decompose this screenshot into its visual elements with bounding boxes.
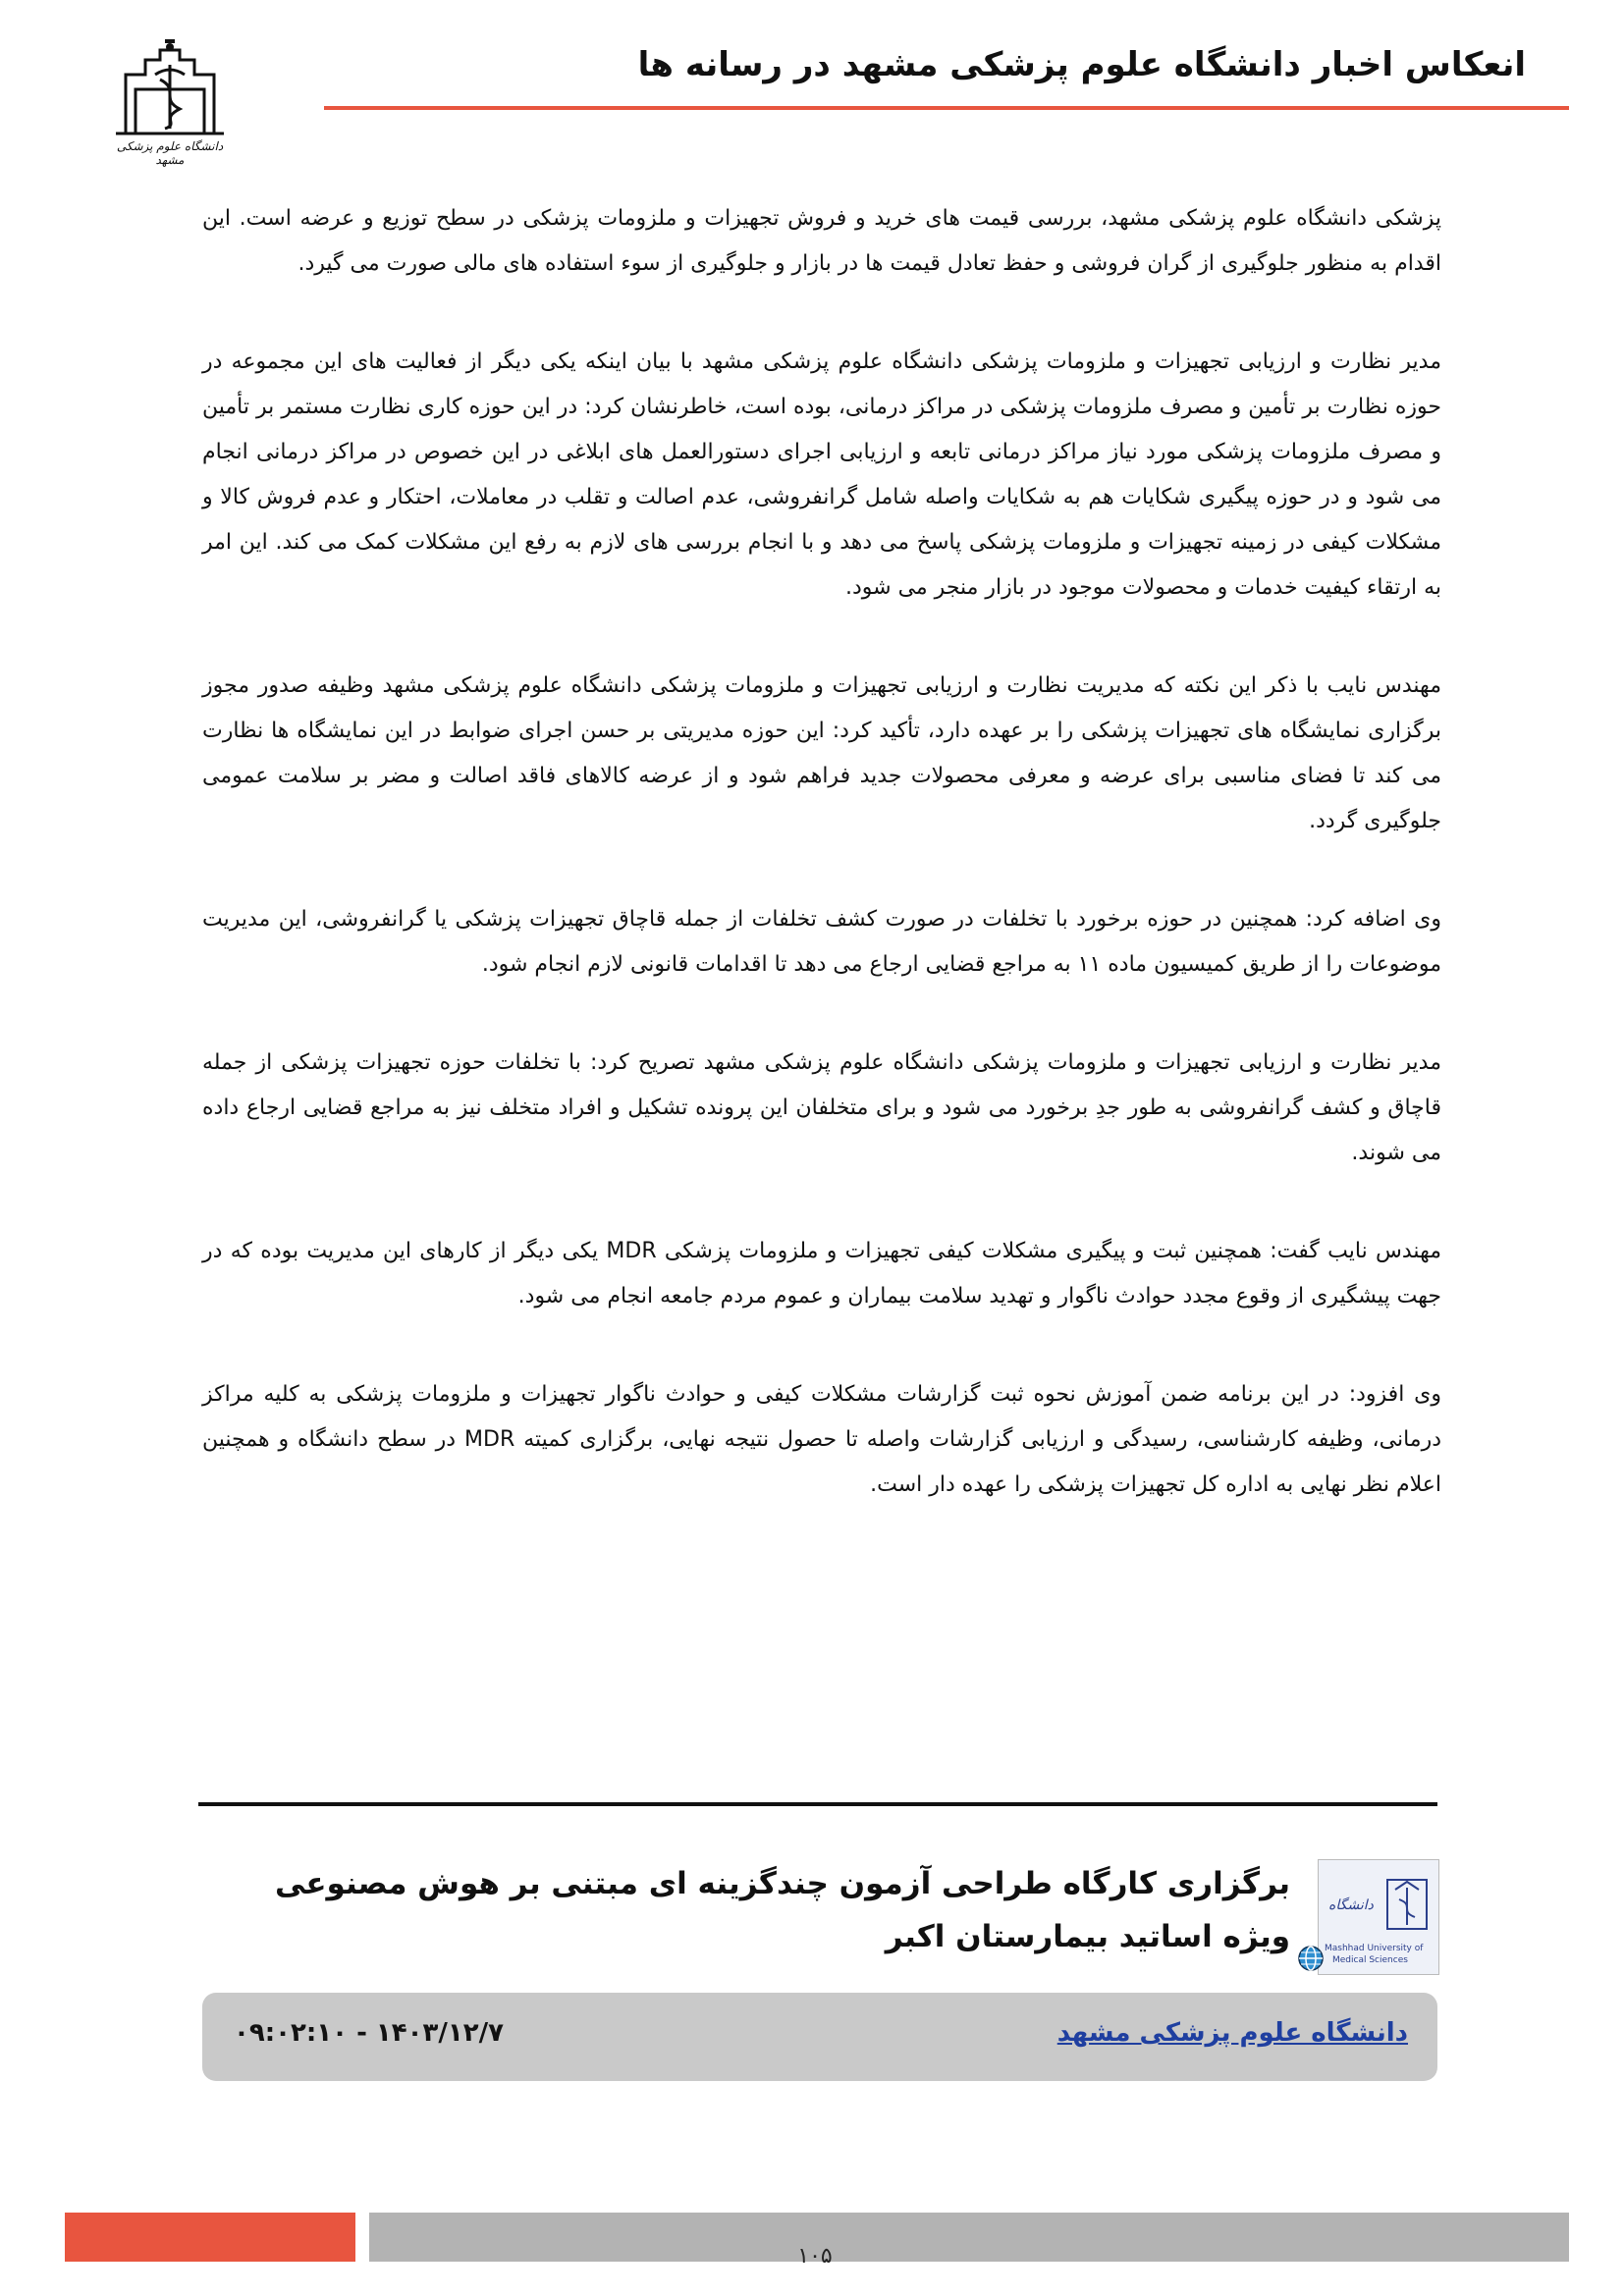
article-paragraph: وی افزود: در این برنامه ضمن آموزش نحوه ثبت گزارشات مشکلات کیفی و حوادث ناگوار تجهیزات و ملزومات پزشکی به کلیه مراکز درمانی، وظیفه کارشناسی، رسیدگی و ارزیابی گزارشات واصله تا حصول نتیجه نهایی، برگزاری کمیته MDR در سطح دانشگاه و همچنین اعلام نظر نهایی به اداره کل تجهیزات پزشکی را عهده دار است. xyxy=(202,1382,1442,1497)
svg-text:دانشگاه: دانشگاه xyxy=(1328,1897,1374,1913)
page-header-title: انعکاس اخبار دانشگاه علوم پزشکی مشهد در رسانه ها xyxy=(637,45,1526,84)
news-source-link[interactable]: دانشگاه علوم پزشکی مشهد xyxy=(1056,2018,1408,2048)
article-paragraph: مهندس نایب با ذکر این نکته که مدیریت نظارت و ارزیابی تجهیزات و ملزومات پزشکی دانشگاه علوم پزشکی مشهد وظیفه صدور مجوز برگزاری نمایشگاه های تجهیزات پزشکی را بر عهده دارد، تأکید کرد: این حوزه مدیریتی بر حسن اجرای ضوابط در این نمایشگاه ها نظارت می کند تا فضای مناسبی برای عرضه و معرفی محصولات جدید فراهم شود و از عرضه کالاهای فاقد اصالت و مضر بر سلامت عمومی جلوگیری گردد. xyxy=(202,673,1441,833)
page-number: ۱۰۵ xyxy=(797,2244,833,2269)
article-paragraph: مدیر نظارت و ارزیابی تجهیزات و ملزومات پزشکی دانشگاه علوم پزشکی مشهد با بیان اینکه یکی دیگر از فعالیت های این مجموعه در حوزه نظارت بر تأمین و مصرف ملزومات پزشکی در مراکز درمانی، بوده است، خاطرنشان کرد: در این حوزه کاری نظارت مستمر بر تأمین و مصرف ملزومات پزشکی مورد نیاز مراکز درمانی تابعه و ارزیابی اجرای دستورالعمل های ابلاغی در این خصوص در مراکز درمانی انجام می شود و در حوزه پیگیری شکایات هم به شکایات واصله شامل گرانفروشی، عدم اصالت و تقلب در معاملات، احتکار و عدم فروش کالا و مشکلات کیفی در زمینه تجهیزات و ملزومات پزشکی پاسخ می دهد و با انجام بررسی های لازم به رفع این مشکلات کمک می کند. این امر به ارتقاء کیفیت خدمات و محصولات موجود در بازار منجر می شود. xyxy=(202,349,1441,600)
news-date-time: ۱۴۰۳/۱۲/۷ - ۰۹:۰۲:۱۰ xyxy=(234,2018,504,2048)
footer-accent-bar xyxy=(65,2213,355,2262)
footer-bar xyxy=(369,2213,1569,2262)
article-body xyxy=(202,196,1441,1561)
svg-text:Medical Sciences: Medical Sciences xyxy=(1332,1955,1408,1965)
article-paragraph: مهندس نایب گفت: همچنین ثبت و پیگیری مشکلات کیفی تجهیزات و ملزومات پزشکی MDR یکی دیگر از کارهای این مدیریت بوده که در جهت پیشگیری از وقوع مجدد حوادث ناگوار و تهدید سلامت بیماران و عموم مردم جامعه انجام می شود. xyxy=(202,1239,1441,1308)
article-paragraph: مدیر نظارت و ارزیابی تجهیزات و ملزومات پزشکی دانشگاه علوم پزشکی مشهد تصریح کرد: با تخلفات حوزه تجهیزات پزشکی از جمله قاچاق و کشف گرانفروشی به طور جدِ برخورد می شود و برای متخلفان این پرونده تشکیل و افراد متخلف نیز به مراجع قضایی ارجاع داده می شوند. xyxy=(202,1050,1441,1165)
news-source-bar xyxy=(202,1993,1437,2081)
globe-icon xyxy=(1296,1944,1326,1973)
section-divider xyxy=(198,1802,1437,1806)
svg-text:Mashhad University of: Mashhad University of xyxy=(1325,1944,1424,1953)
header-accent-rule xyxy=(324,106,1569,110)
logo-caption: دانشگاه علوم پزشکی مشهد xyxy=(116,139,224,167)
news-item-title[interactable]: برگزاری کارگاه طراحی آزمون چندگزینه ای مبتنی بر هوش مصنوعی ویژه اساتید بیمارستان اکبر xyxy=(275,1866,1290,1954)
university-logo-icon xyxy=(1318,1859,1439,1975)
article-paragraph: وی اضافه کرد: همچنین در حوزه برخورد با تخلفات در صورت کشف تخلفات از جمله قاچاق تجهیزات پزشکی یا گرانفروشی، این مدیریت موضوعات را از طریق کمیسیون ماده ۱۱ به مراجع قضایی ارجاع می دهد تا اقدامات قانونی لازم انجام شود. xyxy=(202,907,1441,977)
article-paragraph: پزشکی دانشگاه علوم پزشکی مشهد، بررسی قیمت های خرید و فروش تجهیزات و ملزومات پزشکی در سطح توزیع و عرضه است. این اقدام به منظور جلوگیری از گران فروشی و حفظ تعادل قیمت ها در بازار و جلوگیری از سوء استفاده های مالی صورت می گیرد. xyxy=(202,206,1441,276)
